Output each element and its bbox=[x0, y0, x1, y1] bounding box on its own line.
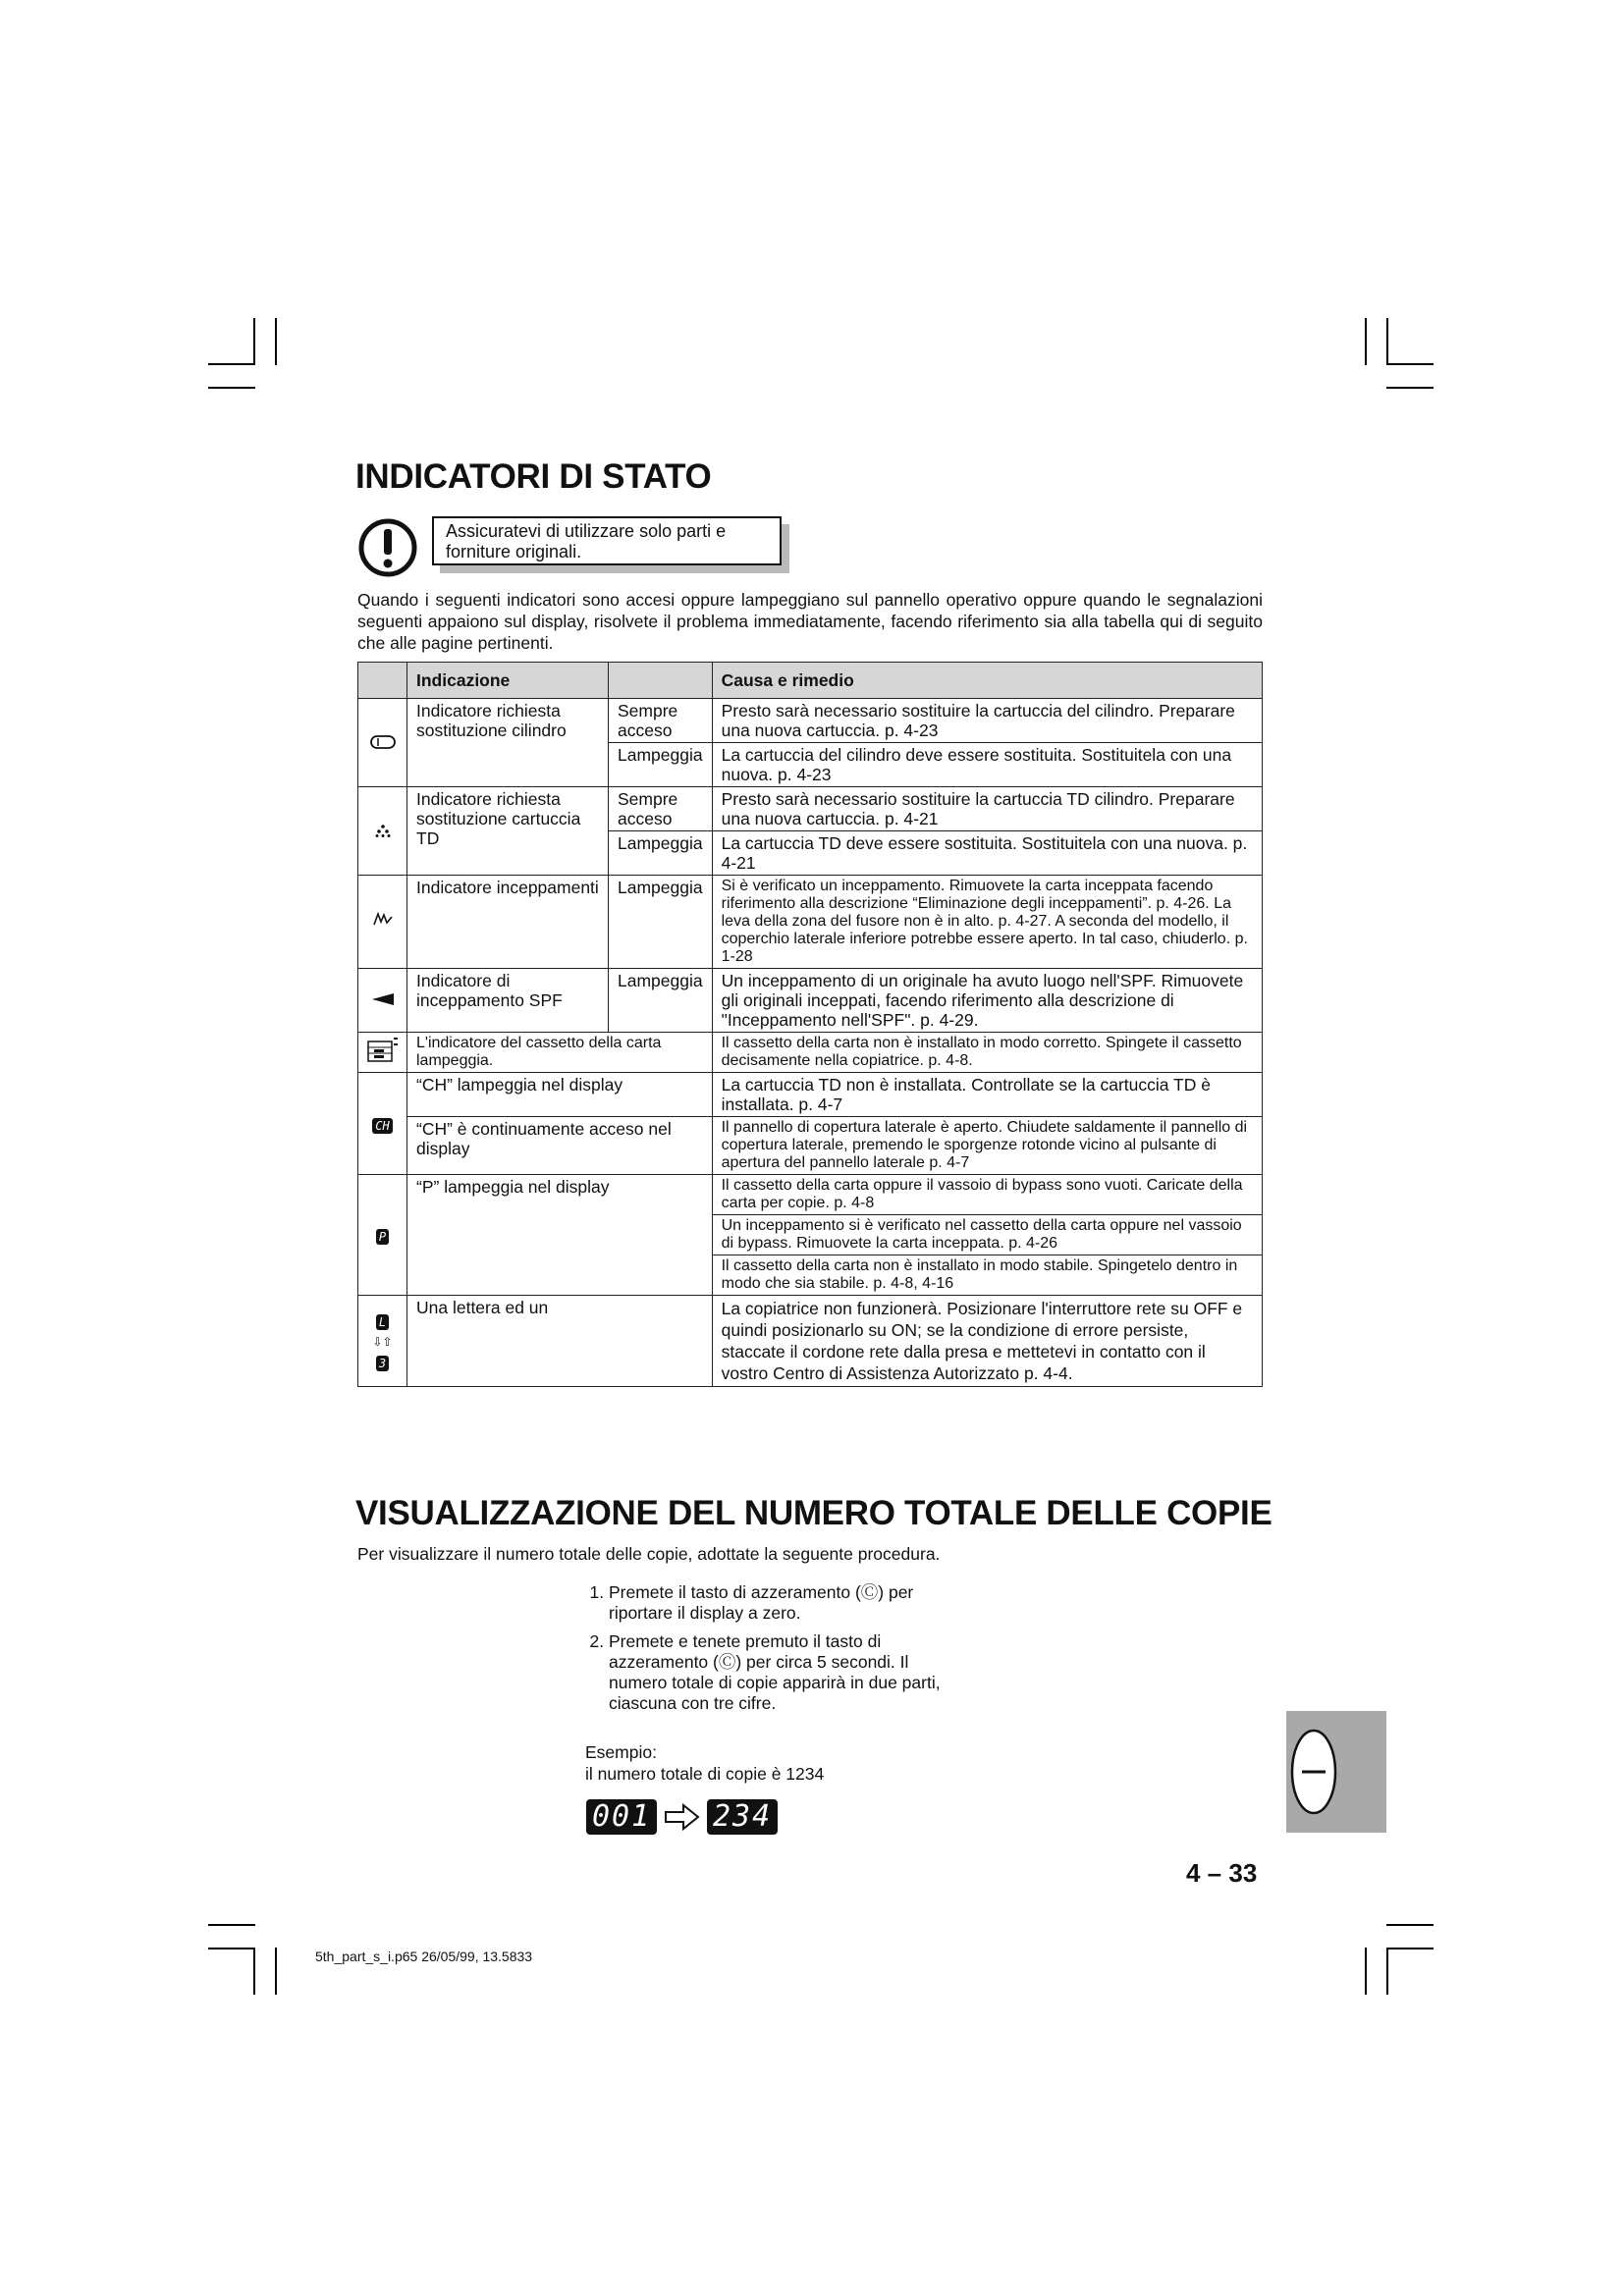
procedure-steps bbox=[585, 1582, 943, 1722]
crop-mark bbox=[1365, 318, 1367, 365]
crop-mark bbox=[1386, 387, 1434, 389]
crop-mark bbox=[208, 1924, 255, 1926]
led-l: L bbox=[376, 1314, 389, 1330]
crop-mark bbox=[1365, 1948, 1367, 1995]
table-row bbox=[358, 876, 1263, 969]
cause-text: Il cassetto della carta oppure il vassoio di bypass sono vuoti. Caricate della carta per copie. p. 4-8 bbox=[712, 1175, 1262, 1215]
paper-tray-icon bbox=[358, 1033, 407, 1073]
example-block bbox=[585, 1741, 824, 1785]
crop-mark bbox=[253, 318, 255, 365]
table-row bbox=[358, 969, 1263, 1033]
cause-text: La cartuccia TD non è installata. Controllate se la cartuccia TD è installata. p. 4-7 bbox=[712, 1073, 1262, 1117]
header-blank bbox=[609, 663, 713, 699]
warning-box: Assicuratevi di utilizzare solo parti e forniture originali. bbox=[432, 516, 782, 565]
crop-mark bbox=[1386, 1948, 1434, 1949]
display-part-1: 001 bbox=[586, 1799, 657, 1835]
led-ch: CH bbox=[372, 1118, 392, 1134]
cause-text: La copiatrice non funzionerà. Posizionare l'interruttore rete su OFF e quindi posizionarlo su ON; se la condizione di errore persiste, staccate il cordone rete dalla presa e mettetevi in contatto con il vostro Centro di Assistenza Autorizzato p. 4-4. bbox=[712, 1296, 1262, 1387]
cause-text: Il cassetto della carta non è installato in modo stabile. Spingetelo dentro in modo che sia stabile. p. 4-8, 4-16 bbox=[712, 1255, 1262, 1296]
intro-paragraph: Quando i seguenti indicatori sono accesi oppure lampeggiano sul pannello operativo oppure quando le segnalazioni seguenti appaiono sul display, risolvete il problema immediatamente, facendo riferimento sia alla tabella qui di seguito che alle pagine pertinenti. bbox=[357, 590, 1263, 653]
table-header bbox=[358, 663, 1263, 699]
state-label: Lampeggia bbox=[609, 876, 713, 969]
table-row bbox=[358, 787, 1263, 831]
ch-display-icon bbox=[358, 1073, 407, 1175]
cause-text: Si è verificato un inceppamento. Rimuovete la carta inceppata facendo riferimento alla descrizione “Eliminazione degli inceppamenti”. p. 4-26. La leva della zona del fusore non è in alto. p. 4-27. A seconda del modello, il coperchio laterale inferiore potrebbe essere aperto. In tal caso, chiuderlo. p. 1-28 bbox=[712, 876, 1262, 969]
state-label: Lampeggia bbox=[609, 743, 713, 787]
state-label: Sempre acceso bbox=[609, 699, 713, 743]
misfeed-icon bbox=[358, 876, 407, 969]
status-table bbox=[357, 662, 1263, 1387]
arrow-right-icon bbox=[664, 1802, 701, 1832]
warning-icon bbox=[357, 517, 418, 578]
error-code-icon: L ⇩⇧ 3 bbox=[358, 1296, 407, 1387]
indicator-label: Indicatore inceppamenti bbox=[407, 876, 609, 969]
example-text: il numero totale di copie è 1234 bbox=[585, 1764, 825, 1784]
table-row bbox=[358, 1033, 1263, 1073]
led-3: 3 bbox=[376, 1356, 389, 1371]
step-1: 1. Premete il tasto di azzeramento (Ⓒ) per riportare il display a zero. bbox=[609, 1582, 943, 1624]
table-row bbox=[358, 1073, 1263, 1117]
crop-mark bbox=[1386, 1924, 1434, 1926]
state-label: Lampeggia bbox=[609, 969, 713, 1033]
indicator-label: Indicatore di inceppamento SPF bbox=[407, 969, 609, 1033]
indicator-label: L'indicatore del cassetto della carta lampeggia. bbox=[407, 1033, 713, 1073]
crop-mark bbox=[1386, 1948, 1388, 1995]
table-row bbox=[358, 1175, 1263, 1215]
indicator-label: Una lettera ed un bbox=[407, 1296, 713, 1387]
crop-mark bbox=[275, 318, 277, 365]
crop-mark bbox=[275, 1948, 277, 1995]
display-part-2: 234 bbox=[707, 1799, 778, 1835]
state-label: Lampeggia bbox=[609, 831, 713, 876]
indicator-label: Indicatore richiesta sostituzione cartuccia TD bbox=[407, 787, 609, 876]
crop-mark bbox=[208, 1948, 255, 1949]
indicator-label: “P” lampeggia nel display bbox=[407, 1175, 713, 1296]
crop-mark bbox=[1386, 318, 1388, 365]
header-causa: Causa e rimedio bbox=[712, 663, 1262, 699]
file-footer: 5th_part_s_i.p65 26/05/99, 13.5833 bbox=[315, 1949, 533, 1964]
crop-mark bbox=[253, 1948, 255, 1995]
crop-mark bbox=[208, 363, 255, 365]
cause-text: La cartuccia del cilindro deve essere sostituita. Sostituitela con una nuova. p. 4-23 bbox=[712, 743, 1262, 787]
p-display-icon bbox=[358, 1175, 407, 1296]
led-p: P bbox=[376, 1229, 389, 1245]
section-title-copies: VISUALIZZAZIONE DEL NUMERO TOTALE DELLE COPIE bbox=[355, 1494, 1272, 1532]
spf-misfeed-icon bbox=[358, 969, 407, 1033]
cause-text: Un inceppamento si è verificato nel cassetto della carta oppure nel vassoio di bypass. Rimuovete la carta inceppata. p. 4-26 bbox=[712, 1215, 1262, 1255]
table-row bbox=[358, 699, 1263, 743]
crop-mark bbox=[1386, 363, 1434, 365]
page-number: 4 – 33 bbox=[1186, 1858, 1258, 1888]
table-row bbox=[358, 1117, 1263, 1175]
cause-text: Il pannello di copertura laterale è aperto. Chiudete saldamente il pannello di copertura laterale, premendo le sporgenze rotonde vicino al pulsante di apertura del pannello laterale p. 4-7 bbox=[712, 1117, 1262, 1175]
section-title-status: INDICATORI DI STATO bbox=[355, 457, 712, 496]
chapter-tab bbox=[1286, 1711, 1386, 1833]
state-label: Sempre acceso bbox=[609, 787, 713, 831]
copies-intro: Per visualizzare il numero totale delle copie, adottate la seguente procedura. bbox=[357, 1544, 941, 1564]
crop-mark bbox=[208, 387, 255, 389]
cause-text: La cartuccia TD deve essere sostituita. Sostituitela con una nuova. p. 4-21 bbox=[712, 831, 1262, 876]
example-label: Esempio: bbox=[585, 1742, 657, 1762]
toner-icon bbox=[358, 787, 407, 876]
drum-icon bbox=[358, 699, 407, 787]
minus-oval-icon bbox=[1286, 1711, 1386, 1833]
step-2: 2. Premete e tenete premuto il tasto di azzeramento (Ⓒ) per circa 5 secondi. Il numero totale di copie apparirà in due parti, ciascuna con tre cifre. bbox=[609, 1631, 943, 1714]
cause-text: Un inceppamento di un originale ha avuto luogo nell'SPF. Rimuovete gli originali inceppati, facendo riferimento alla descrizione di "Inceppamento nell'SPF". p. 4-29. bbox=[712, 969, 1262, 1033]
header-empty bbox=[358, 663, 407, 699]
cause-text: Il cassetto della carta non è installato in modo corretto. Spingete il cassetto decisamente nella copiatrice. p. 4-8. bbox=[712, 1033, 1262, 1073]
indicator-label: “CH” è continuamente acceso nel display bbox=[407, 1117, 713, 1175]
cause-text: Presto sarà necessario sostituire la cartuccia del cilindro. Preparare una nuova cartuccia. p. 4-23 bbox=[712, 699, 1262, 743]
indicator-label: “CH” lampeggia nel display bbox=[407, 1073, 713, 1117]
cause-text: Presto sarà necessario sostituire la cartuccia TD cilindro. Preparare una nuova cartuccia. p. 4-21 bbox=[712, 787, 1262, 831]
table-row bbox=[358, 1296, 1263, 1387]
header-indicazione: Indicazione bbox=[407, 663, 609, 699]
indicator-label: Indicatore richiesta sostituzione cilindro bbox=[407, 699, 609, 787]
